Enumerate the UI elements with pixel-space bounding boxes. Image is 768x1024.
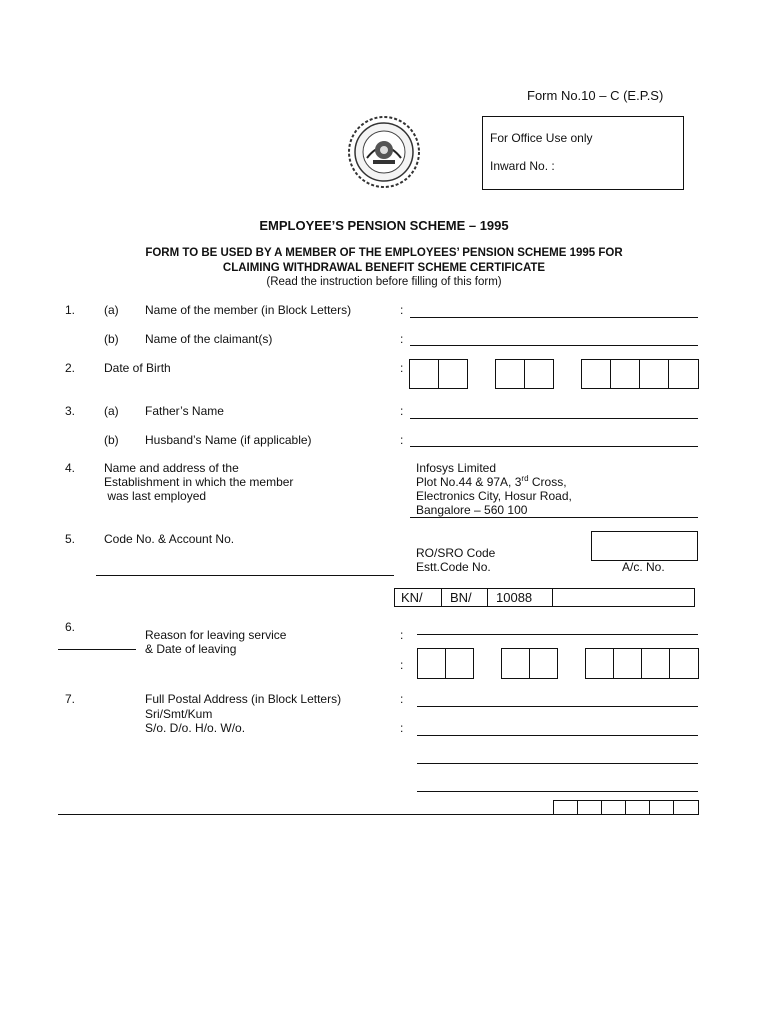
- salutation-label: Sri/Smt/Kum: [145, 707, 213, 721]
- item3a-marker: (a): [104, 404, 119, 418]
- establishment-name: Infosys Limited: [416, 461, 497, 475]
- postal-address-field-4[interactable]: [417, 791, 698, 792]
- postal-address-field-2[interactable]: [417, 735, 698, 736]
- dob-year-boxes[interactable]: [581, 359, 699, 389]
- code-part-account[interactable]: [553, 589, 695, 606]
- claimant-name-label: Name of the claimant(s): [145, 332, 273, 346]
- code-part-estt: 10088: [488, 589, 553, 606]
- item7-number: 7.: [65, 692, 76, 706]
- code-part-office: BN/: [442, 589, 488, 606]
- colon: :: [400, 332, 404, 346]
- husband-name-field[interactable]: [410, 446, 698, 447]
- leaving-date-label: & Date of leaving: [145, 642, 237, 656]
- leaving-month-boxes[interactable]: [501, 648, 558, 679]
- form-number: Form No.10 – C (E.P.S): [527, 88, 664, 103]
- dob-month-boxes[interactable]: [495, 359, 554, 389]
- colon: :: [400, 404, 404, 418]
- colon: :: [400, 433, 404, 447]
- item4-number: 4.: [65, 461, 76, 475]
- item1a-marker: (a): [104, 303, 119, 317]
- father-name-label: Father’s Name: [145, 404, 224, 418]
- establishment-label-line2: Establishment in which the member: [104, 475, 294, 489]
- colon: :: [400, 692, 404, 706]
- account-no-label: A/c. No.: [622, 560, 665, 574]
- code-account-underline: [96, 575, 394, 576]
- code-number-boxes[interactable]: [394, 588, 695, 607]
- item3-number: 3.: [65, 404, 76, 418]
- leaving-reason-field[interactable]: [417, 634, 698, 635]
- establishment-address-line1: Plot No.44 & 97A, 3rd Cross,: [416, 474, 567, 489]
- postal-address-field-3[interactable]: [417, 763, 698, 764]
- father-name-field[interactable]: [410, 418, 698, 419]
- colon: :: [400, 303, 404, 317]
- leaving-day-boxes[interactable]: [417, 648, 474, 679]
- epfo-seal-logo: [343, 114, 425, 190]
- ro-sro-code-label: RO/SRO Code: [416, 546, 496, 560]
- item1-number: 1.: [65, 303, 76, 317]
- estt-code-label: Estt.Code No.: [416, 560, 491, 574]
- form-subtitle-line1: FORM TO BE USED BY A MEMBER OF THE EMPLOYEES’ PENSION SCHEME 1995 FOR: [145, 247, 623, 259]
- establishment-underline: [410, 517, 698, 518]
- item6-number: 6.: [65, 620, 76, 634]
- establishment-address-line2: Electronics City, Hosur Road,: [416, 489, 572, 503]
- postal-address-field-1[interactable]: [417, 706, 698, 707]
- item1b-marker: (b): [104, 332, 119, 346]
- inward-number-label: Inward No. :: [490, 159, 555, 173]
- dob-label: Date of Birth: [104, 361, 171, 375]
- member-name-field[interactable]: [410, 317, 698, 318]
- colon: :: [400, 658, 404, 672]
- colon: :: [400, 721, 404, 735]
- establishment-label-line3: was last employed: [104, 489, 207, 503]
- ro-sro-code-box[interactable]: [591, 531, 698, 561]
- leaving-reason-label: Reason for leaving service: [145, 628, 287, 642]
- establishment-address-line3: Bangalore – 560 100: [416, 503, 528, 517]
- office-use-box: [482, 116, 684, 190]
- colon: :: [400, 628, 404, 642]
- office-use-label: For Office Use only: [490, 131, 593, 145]
- item6-rule: [58, 649, 136, 650]
- leaving-year-boxes[interactable]: [585, 648, 699, 679]
- pin-code-boxes[interactable]: [553, 800, 699, 815]
- dob-day-boxes[interactable]: [409, 359, 468, 389]
- bottom-rule: [58, 814, 698, 815]
- colon: :: [400, 361, 404, 375]
- form-instruction: (Read the instruction before filling of this form): [266, 276, 502, 288]
- form-subtitle-line2: CLAIMING WITHDRAWAL BENEFIT SCHEME CERTIFICATE: [222, 262, 546, 274]
- code-part-region: KN/: [395, 589, 442, 606]
- establishment-label-line1: Name and address of the: [104, 461, 239, 475]
- code-account-label: Code No. & Account No.: [104, 532, 235, 546]
- postal-address-label: Full Postal Address (in Block Letters): [145, 692, 342, 706]
- claimant-name-field[interactable]: [410, 345, 698, 346]
- item5-number: 5.: [65, 532, 76, 546]
- member-name-label: Name of the member (in Block Letters): [145, 303, 352, 317]
- husband-name-label: Husband’s Name (if applicable): [145, 433, 312, 447]
- relation-label: S/o. D/o. H/o. W/o.: [145, 721, 246, 735]
- item3b-marker: (b): [104, 433, 119, 447]
- item2-number: 2.: [65, 361, 76, 375]
- form-title: EMPLOYEE’S PENSION SCHEME – 1995: [259, 218, 509, 233]
